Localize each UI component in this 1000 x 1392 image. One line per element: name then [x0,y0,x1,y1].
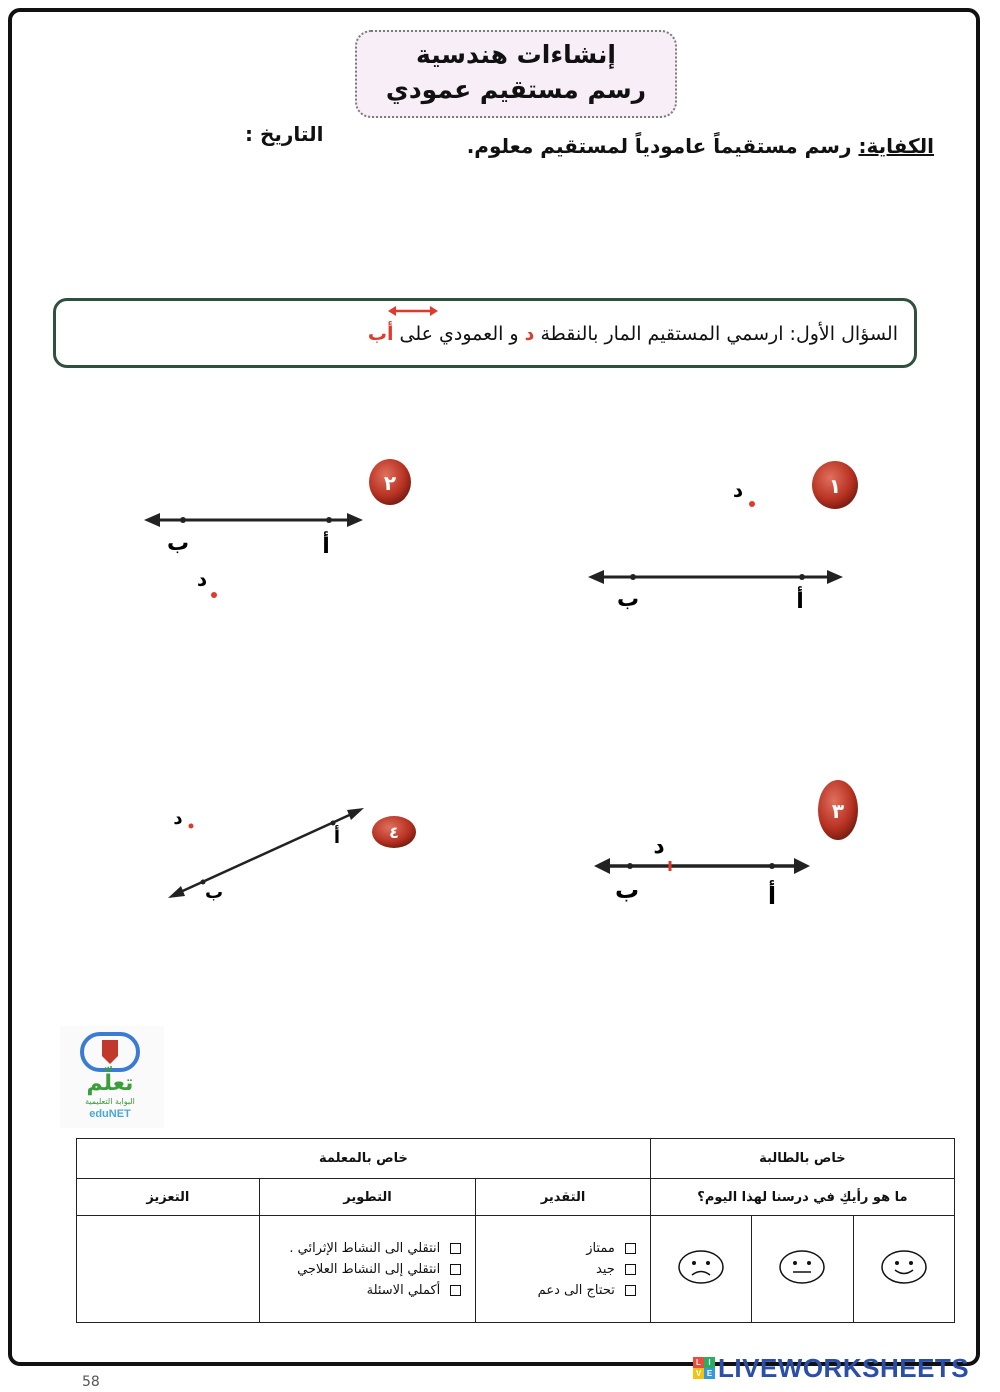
figure-3-point-b [627,863,633,869]
development-options [259,1216,476,1323]
figure-3-arrow-left [594,858,610,874]
page-number: 58 [82,1374,100,1390]
figure-4-point [189,824,194,829]
development-option[interactable] [261,1241,462,1256]
logo-brand: eduNET [89,1108,131,1120]
development-label: انتقلي الى النشاط الإثرائي . [289,1240,441,1256]
checkbox-icon[interactable] [450,1285,461,1296]
face-cell-sad[interactable] [650,1216,751,1323]
figure-4-point-label: د [173,808,183,829]
evaluation-table [76,1138,955,1323]
figure-2-point [211,592,217,598]
development-header: التطوير [259,1179,476,1216]
figure-1-label-b: ب [616,587,640,612]
opinion-question: ما هو رأيكِ في درسنا لهذا اليوم؟ [650,1179,954,1216]
logo-name: تعلّم [86,1071,134,1096]
figure-3-number: ٣ [831,799,845,823]
development-label: أكملي الاسئلة [366,1282,441,1298]
checkbox-icon[interactable] [450,1264,461,1275]
development-option[interactable] [261,1283,462,1298]
teacher-header: خاص بالمعلمة [77,1139,651,1179]
rating-option[interactable] [477,1262,636,1277]
figure-1 [588,461,858,614]
rating-option[interactable] [477,1241,636,1256]
sad-face-icon[interactable] [677,1249,725,1285]
title-line-2: رسم مستقيم عمودي [385,75,647,104]
figure-1-point-a [799,574,805,580]
neutral-face-icon[interactable] [778,1249,826,1285]
figure-2-label-a: أ [322,534,330,559]
rating-label: تحتاج الى دعم [537,1282,615,1298]
face-cell-happy[interactable] [853,1216,954,1323]
rating-label: ممتاز [586,1240,615,1256]
figure-1-arrow-right [827,570,843,584]
development-option[interactable] [261,1262,462,1277]
competency-text: رسم مستقيماً عامودياً لمستقيم معلوم. [466,134,852,158]
question-line-name: أب [367,323,394,345]
figure-2 [144,459,411,598]
figure-2-arrow-left [144,513,160,527]
checkbox-icon[interactable] [625,1243,636,1254]
figure-4 [168,808,416,903]
rating-header: التقدير [476,1179,651,1216]
live-badge-icon: L I V E [693,1357,715,1379]
figure-3-point-label: د [653,834,665,859]
figure-1-point-b [630,574,636,580]
figure-3-point-a [769,863,775,869]
figure-1-label-a: أ [796,589,804,614]
figure-4-number: ٤ [389,823,399,842]
figure-2-point-label: د [196,567,208,591]
reinforcement-header: التعزيز [77,1179,260,1216]
figure-1-point [749,501,755,507]
figure-1-point-label: د [732,478,744,502]
figure-4-arrow-right [347,808,364,820]
liveworksheets-watermark[interactable] [693,1354,969,1382]
rating-option[interactable] [477,1283,636,1298]
figure-4-arrow-left [168,886,185,898]
figure-2-point-b [180,517,186,523]
logo-subtitle: البوابة التعليمية [85,1097,135,1106]
figure-4-label-b: ب [204,882,224,903]
figure-3-label-a: أ [767,882,777,910]
competency-label: الكفاية: [858,134,934,158]
checkbox-icon[interactable] [450,1243,461,1254]
figure-2-point-a [326,517,332,523]
student-header: خاص بالطالبة [650,1139,954,1179]
edunet-logo [60,1026,164,1128]
figure-3 [594,780,858,910]
figure-3-label-b: ب [614,876,640,904]
figure-1-arrow-left [588,570,604,584]
question-middle: و العمودي على [399,323,519,345]
rating-label: جيد [596,1261,615,1277]
watermark-text: LIVEWORKSHEETS [718,1352,970,1383]
figure-2-number: ٢ [383,471,397,495]
question-point: د [524,323,535,345]
figure-3-arrow-right [794,858,810,874]
question-prefix: السؤال الأول: ارسمي المستقيم المار بالنقطة [540,323,898,345]
figure-2-label-b: ب [166,531,190,556]
date-label: التاريخ : [245,122,324,146]
rating-options [476,1216,651,1323]
figure-4-label-a: أ [333,827,341,848]
face-cell-neutral[interactable] [752,1216,853,1323]
figure-4-point-a [331,821,336,826]
development-label: انتقلي إلى النشاط العلاجي [297,1261,441,1277]
reinforcement-cell[interactable] [77,1216,260,1323]
happy-face-icon[interactable] [880,1249,928,1285]
figure-2-arrow-right [347,513,363,527]
title-line-1: إنشاءات هندسية [416,40,616,69]
checkbox-icon[interactable] [625,1285,636,1296]
checkbox-icon[interactable] [625,1264,636,1275]
figure-1-number: ١ [828,474,842,498]
